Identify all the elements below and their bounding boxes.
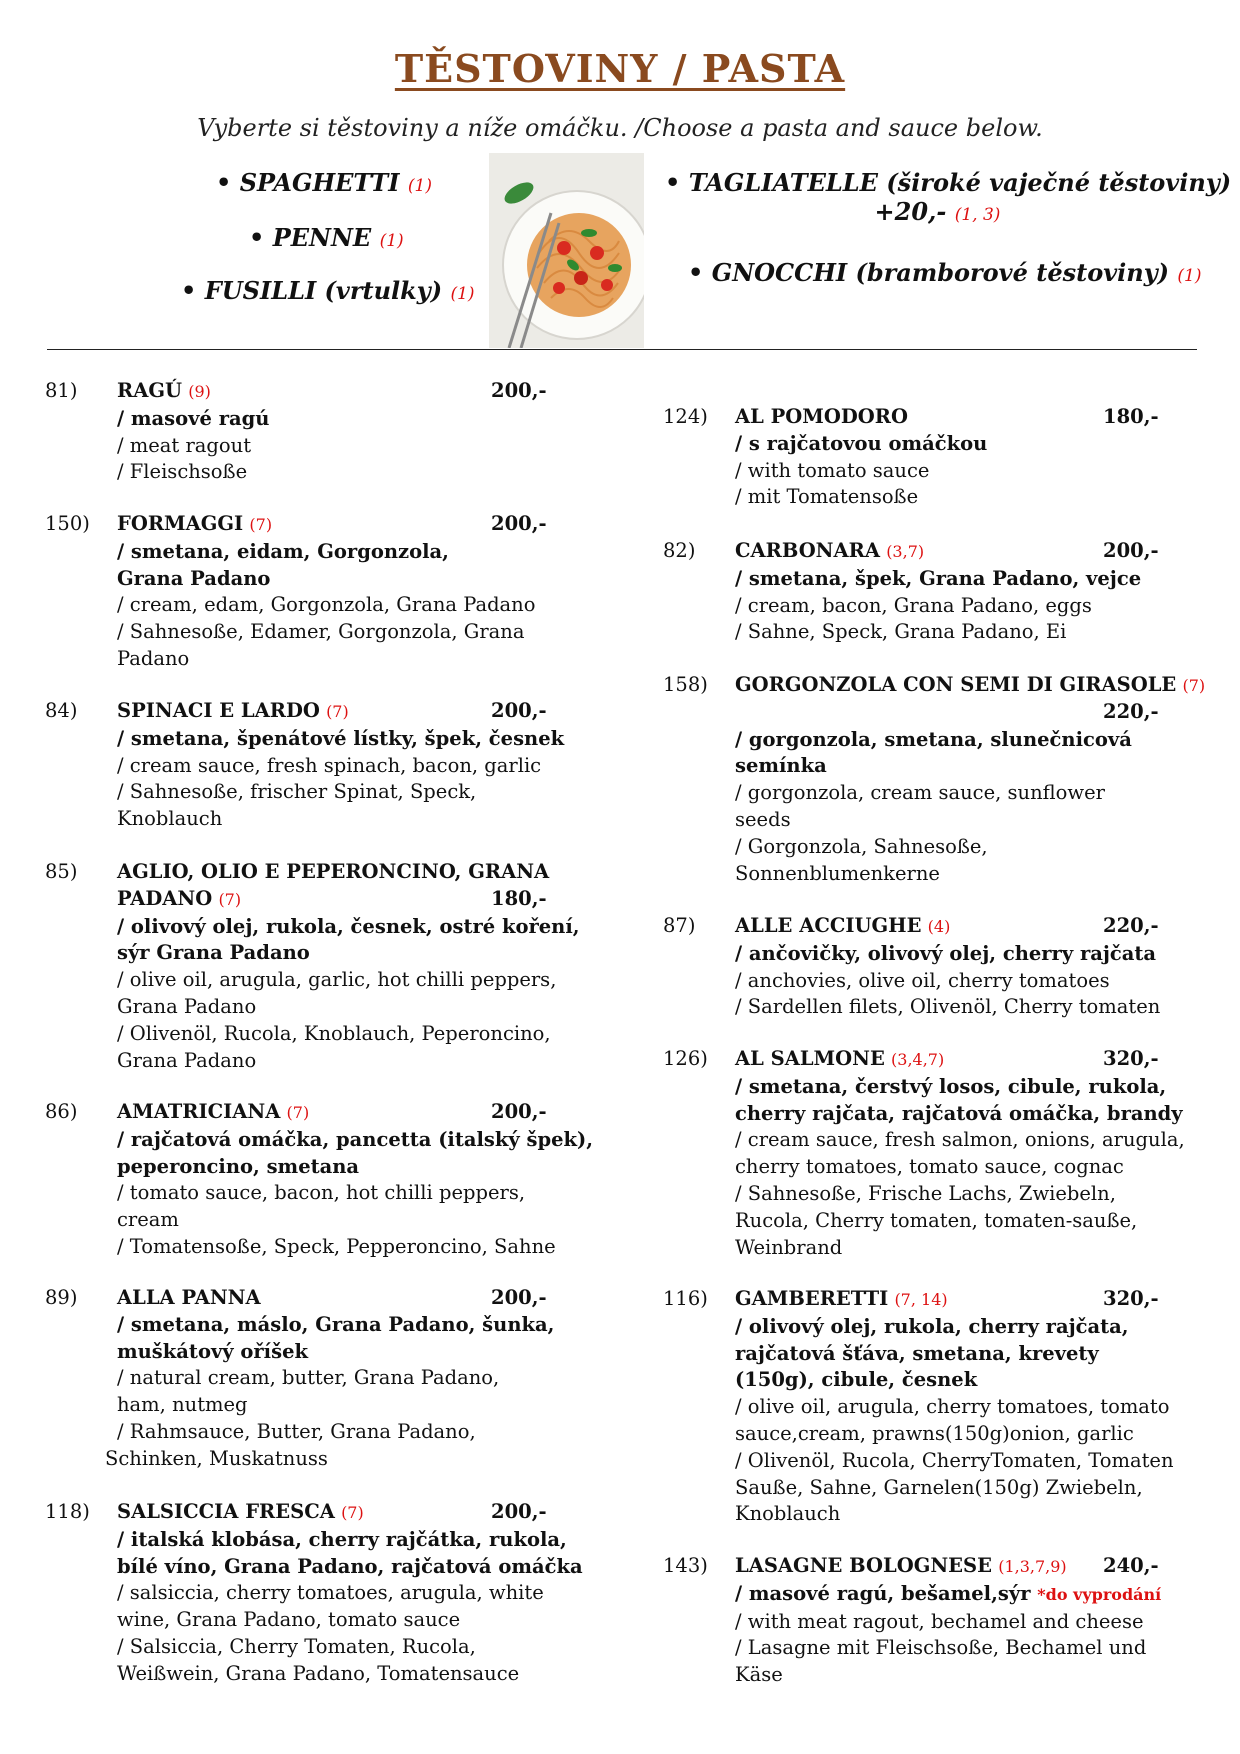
item-number: 84) xyxy=(45,699,78,722)
item-description: / Rahmsauce, Butter, Grana Padano, xyxy=(117,1419,476,1443)
item-description: Grana Padano xyxy=(117,1048,257,1072)
allergen-label: (4) xyxy=(927,917,951,936)
pasta-option-fusilli: • FUSILLI (vrtulky) (1) xyxy=(181,276,475,305)
item-name: AMATRICIANA xyxy=(117,1100,281,1123)
allergen-label: (3,4,7) xyxy=(891,1050,945,1069)
allergen-label: (1,3,7,9) xyxy=(998,1557,1067,1576)
item-description: / cream, edam, Gorgonzola, Grana Padano xyxy=(117,593,536,617)
item-description: Rucola, Cherry tomaten, tomaten-saußе, xyxy=(735,1208,1138,1232)
spaghetti-plate-photo xyxy=(489,153,644,348)
item-description: sauce,cream, prawns(150g)onion, garlic xyxy=(735,1421,1134,1445)
item-description: wine, Grana Padano, tomato sauce xyxy=(117,1608,461,1632)
item-number: 143) xyxy=(663,1554,708,1577)
item-price: 200,- xyxy=(491,1100,547,1123)
item-description: / cream sauce, fresh spinach, bacon, garlic xyxy=(117,753,542,777)
item-number: 86) xyxy=(45,1100,78,1123)
item-description: / with tomato sauce xyxy=(735,458,930,482)
item-description-cz: / masové ragú xyxy=(117,406,270,430)
item-number: 82) xyxy=(663,539,696,562)
item-price: 200,- xyxy=(491,699,547,722)
item-description: ham, nutmeg xyxy=(117,1393,248,1417)
spaghetti-plate-icon xyxy=(489,153,644,348)
item-description: / natural cream, butter, Grana Padano, xyxy=(117,1366,500,1390)
item-price: 180,- xyxy=(1103,405,1159,428)
item-price: 200,- xyxy=(491,379,547,402)
section-divider xyxy=(47,349,1197,350)
allergen-label: (7) xyxy=(341,1503,364,1522)
item-price: 320,- xyxy=(1103,1287,1159,1310)
item-description-cz: / italská klobása, cherry rajčátka, rukola, xyxy=(117,1527,567,1551)
item-description-cz: / rajčatová omáčka, pancetta (italský špek), xyxy=(117,1127,594,1151)
item-description: / Tomatensoße, Speck, Pepperoncino, Sahne xyxy=(117,1234,556,1258)
item-description: / with meat ragout, bechamel and cheese xyxy=(735,1609,1144,1633)
item-description: / Lasagne mit Fleischsoße, Bechamel und xyxy=(735,1636,1147,1660)
item-description: Saußе, Sahne, Garnelen(150g) Zwiebeln, xyxy=(735,1475,1143,1499)
item-description: / Fleischsoße xyxy=(117,460,248,484)
item-description: Weißwein, Grana Padano, Tomatensauce xyxy=(117,1661,520,1685)
item-description-cz: / s rajčatovou omáčkou xyxy=(735,431,988,455)
pasta-option-gnocchi: • GNOCCHI (bramborové těstoviny) (1) xyxy=(688,258,1202,287)
item-name: AL POMODORO xyxy=(735,405,908,428)
pasta-option-tagliatelle: • TAGLIATELLE (široké vaječné těstoviny) +20,- (1, 3) xyxy=(665,168,1232,226)
item-description: / meat ragout xyxy=(117,433,252,457)
item-description: / Olivenöl, Rucola, Knoblauch, Peperoncino, xyxy=(117,1021,551,1045)
item-description: / Salsiccia, Cherry Tomaten, Rucola, xyxy=(117,1634,476,1658)
item-description: / Olivenöl, Rucola, CherryTomaten, Tomaten xyxy=(735,1448,1174,1472)
item-description: cream xyxy=(117,1208,179,1232)
item-description: / olive oil, arugula, garlic, hot chilli peppers, xyxy=(117,968,557,992)
allergen-label: (1, 3) xyxy=(954,205,1001,225)
item-price: 200,- xyxy=(491,512,547,535)
item-description: / cream sauce, fresh salmon, onions, arugula, xyxy=(735,1128,1185,1152)
item-description-cz: semínka xyxy=(735,754,827,778)
item-number: 126) xyxy=(663,1047,708,1070)
item-description-cz: bílé víno, Grana Padano, rajčatová omáčka xyxy=(117,1554,583,1578)
allergen-label: (1) xyxy=(379,231,404,251)
allergen-label: (7) xyxy=(218,889,242,909)
allergen-label: (1) xyxy=(450,284,475,304)
item-description: Weinbrand xyxy=(735,1235,843,1259)
item-description: Grana Padano xyxy=(117,994,257,1018)
pasta-option-penne: • PENNE (1) xyxy=(249,223,404,252)
item-description: / Sahnesoße, frischer Spinat, Speck, xyxy=(117,780,477,804)
item-description-cz: / smetana, čerstvý losos, cibule, rukola, xyxy=(735,1074,1167,1098)
pasta-option-spaghetti: • SPAGHETTI (1) xyxy=(216,168,432,197)
allergen-label: (7) xyxy=(1182,676,1206,695)
item-description-cz: / gorgonzola, smetana, slunečnicová xyxy=(735,727,1132,751)
item-description: / salsiccia, cherry tomatoes, arugula, white xyxy=(117,1581,544,1605)
item-description: / tomato sauce, bacon, hot chilli peppers, xyxy=(117,1181,526,1205)
page-subtitle: Vyberte si těstoviny a níže omáčku. /Choose a pasta and sauce below. xyxy=(197,114,1043,142)
item-description-cz: sýr Grana Padano xyxy=(117,941,310,965)
item-name: FORMAGGI xyxy=(117,512,244,535)
item-name: ALLA PANNA xyxy=(117,1286,261,1309)
item-number: 118) xyxy=(45,1500,90,1523)
item-description: / gorgonzola, cream sauce, sunflower xyxy=(735,781,1105,805)
item-name: GAMBERETTI xyxy=(735,1287,889,1310)
item-description: Schinken, Muskatnuss xyxy=(105,1446,328,1470)
item-description-cz: / smetana, máslo, Grana Padano, šunka, xyxy=(117,1312,555,1336)
item-description-cz: / masové ragú, bešamel,sýr *do vyprodání xyxy=(735,1581,1162,1605)
allergen-label: (7) xyxy=(249,515,273,534)
item-description-cz: cherry rajčata, rajčatová omáčka, brandy xyxy=(735,1101,1183,1125)
allergen-label: (3,7) xyxy=(886,542,925,561)
item-name: AL SALMONE xyxy=(735,1047,885,1070)
item-price: 200,- xyxy=(1103,539,1159,562)
item-description: / Gorgonzola, Sahnesoße, xyxy=(735,834,988,858)
item-description-cz: (150g), cibule, česnek xyxy=(735,1368,978,1392)
allergen-label: (1) xyxy=(407,176,432,196)
allergen-label: (9) xyxy=(188,382,211,401)
item-name: CARBONARA xyxy=(735,539,880,562)
item-description-cz: muškátový oříšek xyxy=(117,1339,308,1363)
sold-out-note: *do vyprodání xyxy=(1037,1584,1162,1604)
item-description: Padano xyxy=(117,646,190,670)
item-description: / Sardellen filets, Olivenöl, Cherry tomaten xyxy=(735,995,1161,1019)
item-description-cz: rajčatová šťáva, smetana, krevety xyxy=(735,1341,1099,1365)
item-name: ALLE ACCIUGHE xyxy=(735,914,922,937)
allergen-label: (7) xyxy=(326,702,349,721)
item-name: LASAGNE BOLOGNESE xyxy=(735,1554,992,1577)
item-price: 180,- xyxy=(491,886,547,910)
item-description: / Sahne, Speck, Grana Padano, Ei xyxy=(735,620,1067,644)
item-name: RAGÚ xyxy=(117,379,182,402)
item-description: Knoblauch xyxy=(735,1502,841,1526)
item-description-cz: peperoncino, smetana xyxy=(117,1154,360,1178)
item-number: 85) xyxy=(45,860,78,883)
item-name-continued: PADANO xyxy=(117,886,213,910)
item-name: GORGONZOLA CON SEMI DI GIRASOLE xyxy=(735,673,1177,696)
item-description-cz: / olivový olej, rukola, cherry rajčata, xyxy=(735,1314,1129,1338)
item-number: 124) xyxy=(663,405,708,428)
item-description: / olive oil, arugula, cherry tomatoes, tomato xyxy=(735,1395,1170,1419)
item-description: / anchovies, olive oil, cherry tomatoes xyxy=(735,968,1110,992)
page-title: TĚSTOVINY / PASTA xyxy=(394,46,846,91)
item-number: 150) xyxy=(45,512,90,535)
allergen-label: (7, 14) xyxy=(894,1290,948,1309)
item-description: / cream, bacon, Grana Padano, eggs xyxy=(735,593,1092,617)
item-description-cz: / smetana, eidam, Gorgonzola, xyxy=(117,539,449,563)
item-number: 158) xyxy=(663,673,708,696)
item-description-cz: Grana Padano xyxy=(117,566,271,590)
item-name: AGLIO, OLIO E PEPERONCINO, GRANA xyxy=(117,860,550,883)
item-price: 220,- xyxy=(1103,699,1159,723)
item-number: 81) xyxy=(45,379,78,402)
item-number: 116) xyxy=(663,1287,708,1310)
item-description-cz: / ančovičky, olivový olej, cherry rajčata xyxy=(735,941,1157,965)
item-name: SALSICCIA FRESCA xyxy=(117,1500,335,1523)
item-price: 320,- xyxy=(1103,1047,1159,1070)
item-description: Käse xyxy=(735,1663,783,1687)
item-number: 89) xyxy=(45,1286,78,1309)
item-price: 200,- xyxy=(491,1286,547,1309)
item-price: 240,- xyxy=(1103,1554,1159,1577)
allergen-label: (7) xyxy=(286,1103,310,1122)
item-description-cz: / olivový olej, rukola, česnek, ostré koření, xyxy=(117,914,580,938)
item-description: / mit Tomatensoße xyxy=(735,485,919,509)
item-description: cherry tomatoes, tomato sauce, cognac xyxy=(735,1155,1124,1179)
item-name: SPINACI E LARDO xyxy=(117,699,320,722)
item-description-cz: / smetana, špenátové lístky, špek, česnek xyxy=(117,726,565,750)
item-number: 87) xyxy=(663,914,696,937)
item-description: / Sahnesoße, Edamer, Gorgonzola, Grana xyxy=(117,620,525,644)
item-description-cz: / smetana, špek, Grana Padano, vejce xyxy=(735,566,1142,590)
item-description: Sonnenblumenkerne xyxy=(735,861,940,885)
allergen-label: (1) xyxy=(1177,266,1202,286)
item-price: 220,- xyxy=(1103,914,1159,937)
item-price: 200,- xyxy=(491,1500,547,1523)
item-description: / Sahnesoße, Frische Lachs, Zwiebeln, xyxy=(735,1181,1116,1205)
item-description: Knoblauch xyxy=(117,807,223,831)
item-description: seeds xyxy=(735,807,791,831)
